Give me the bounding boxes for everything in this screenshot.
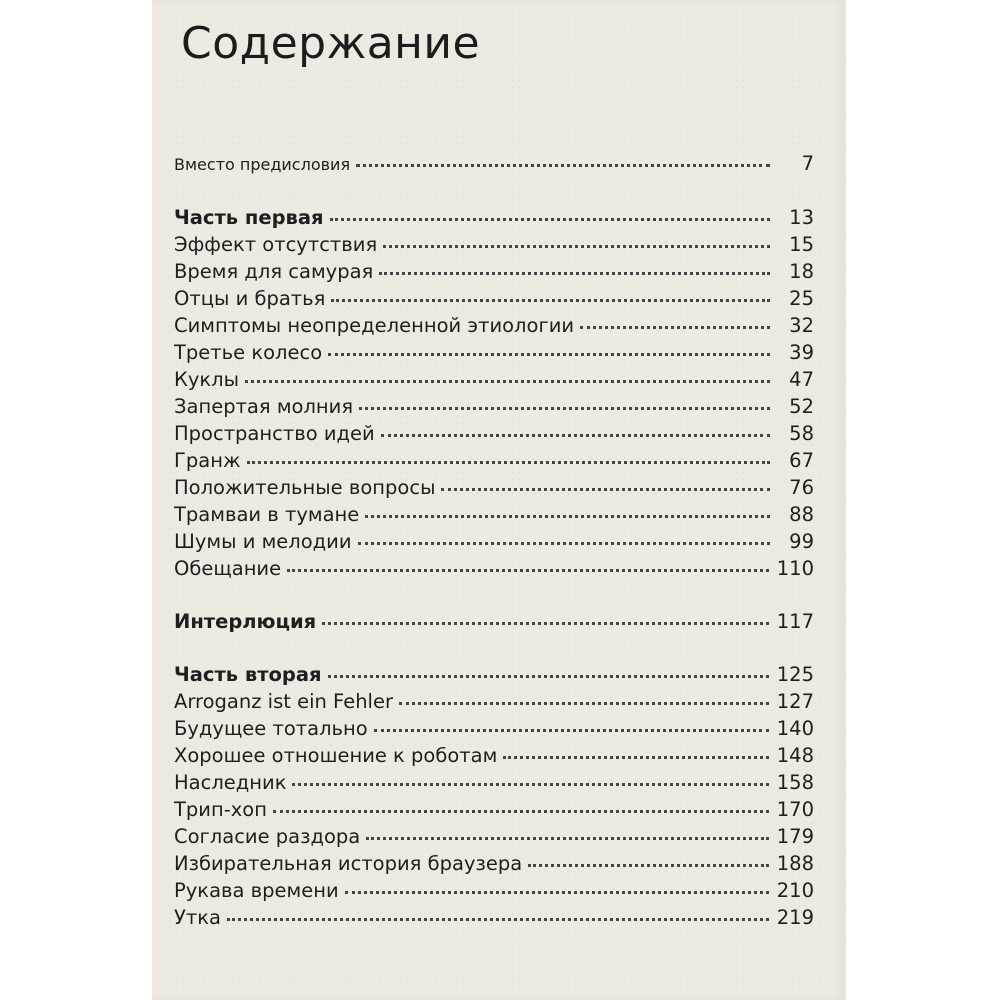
- toc-entry-label: Запертая молния: [174, 395, 354, 418]
- dot-leader: [379, 272, 770, 275]
- toc-entry-label: Пространство идей: [174, 422, 375, 445]
- toc-entry-preface: [174, 150, 814, 177]
- toc-entry: [174, 688, 814, 715]
- toc-entry-label: Избирательная история браузера: [174, 852, 523, 875]
- toc-page-number: 110: [776, 557, 814, 580]
- toc-page-number: 52: [789, 395, 814, 418]
- toc-entry-label: Положительные вопросы: [174, 476, 436, 499]
- toc-page-number: 125: [776, 663, 814, 686]
- dot-leader: [245, 380, 770, 383]
- book-page: [152, 0, 846, 1000]
- toc-entry: [174, 877, 814, 904]
- dot-leader: [381, 434, 770, 437]
- toc-entry: [174, 420, 814, 447]
- toc-page-number: 179: [776, 825, 814, 848]
- dot-leader: [227, 918, 769, 921]
- toc-entry-label: Третье колесо: [174, 341, 323, 364]
- toc-page-number: 140: [776, 717, 814, 740]
- toc-page-number: 170: [776, 798, 814, 821]
- dot-leader: [441, 488, 770, 491]
- toc-entry: [174, 285, 814, 312]
- toc-entry: [174, 366, 814, 393]
- toc-entry-label: Гранж: [174, 449, 241, 472]
- toc-page-number: 148: [776, 744, 814, 767]
- toc-section-part-two: [174, 661, 814, 688]
- toc-page-number: 15: [789, 233, 814, 256]
- toc-entry: [174, 823, 814, 850]
- toc-entry-label: Arroganz ist ein Fehler: [174, 690, 393, 713]
- dot-leader: [322, 622, 769, 625]
- toc-section-interlude: [174, 608, 814, 635]
- toc-entry: [174, 715, 814, 742]
- toc-page-number: 39: [789, 341, 814, 364]
- toc-entry: [174, 393, 814, 420]
- toc-page-number: 127: [776, 690, 814, 713]
- toc-entry: [174, 796, 814, 823]
- toc-entry: [174, 339, 814, 366]
- toc-entry: [174, 501, 814, 528]
- toc-entry-label: Трип-хоп: [174, 798, 267, 821]
- toc-entry-label: Отцы и братья: [174, 287, 326, 310]
- dot-leader: [399, 702, 769, 705]
- toc-entry: [174, 555, 814, 582]
- toc-entry-label: Эффект отсутствия: [174, 233, 378, 256]
- toc-entry-label: Согласие раздора: [174, 825, 361, 848]
- table-of-contents: [174, 150, 814, 931]
- dot-leader: [345, 891, 769, 894]
- toc-entry-label: Куклы: [174, 368, 240, 391]
- toc-entry-label: Симптомы неопределенной этиологии: [174, 314, 575, 337]
- toc-page-number: 18: [789, 260, 814, 283]
- toc-page-number: 58: [789, 422, 814, 445]
- toc-page-number: 32: [789, 314, 814, 337]
- dot-leader: [287, 569, 769, 572]
- toc-section-label: Интерлюция: [174, 610, 317, 633]
- toc-section-part-one: [174, 204, 814, 231]
- toc-entry-label: Трамваи в тумане: [174, 503, 360, 526]
- toc-section-label: Часть вторая: [174, 663, 322, 686]
- toc-entry: [174, 474, 814, 501]
- dot-leader: [292, 783, 768, 786]
- toc-entry: [174, 258, 814, 285]
- dot-leader: [503, 756, 768, 759]
- toc-page-number: 117: [776, 610, 814, 633]
- toc-page-number: 7: [801, 152, 814, 175]
- toc-page-number: 47: [789, 368, 814, 391]
- dot-leader: [374, 729, 769, 732]
- dot-leader: [383, 245, 770, 248]
- dot-leader: [358, 542, 771, 545]
- toc-entry-label: Рукава времени: [174, 879, 339, 902]
- dot-leader: [366, 837, 769, 840]
- dot-leader: [365, 515, 770, 518]
- toc-entry-label: Время для самурая: [174, 260, 374, 283]
- toc-entry: [174, 769, 814, 796]
- toc-entry: [174, 904, 814, 931]
- dot-leader: [356, 164, 770, 167]
- toc-entry-label: Обещание: [174, 557, 282, 580]
- toc-page-number: 76: [789, 476, 814, 499]
- toc-page-number: 88: [789, 503, 814, 526]
- toc-entry-label: Утка: [174, 906, 221, 929]
- dot-leader: [273, 810, 769, 813]
- toc-page-number: 99: [789, 530, 814, 553]
- toc-entry-label: Шумы и мелодии: [174, 530, 352, 553]
- toc-entry: [174, 447, 814, 474]
- toc-entry-label: Вместо предисловия: [174, 155, 351, 174]
- toc-page-number: 210: [776, 879, 814, 902]
- dot-leader: [330, 218, 770, 221]
- dot-leader: [328, 353, 770, 356]
- toc-entry-label: Будущее тотально: [174, 717, 368, 740]
- toc-page-number: 67: [789, 449, 814, 472]
- toc-page-number: 158: [776, 771, 814, 794]
- toc-page-number: 188: [776, 852, 814, 875]
- toc-entry: [174, 742, 814, 769]
- dot-leader: [359, 407, 770, 410]
- dot-leader: [331, 299, 770, 302]
- dot-leader: [580, 326, 770, 329]
- toc-page-number: 13: [789, 206, 814, 229]
- dot-leader: [328, 675, 769, 678]
- toc-entry: [174, 850, 814, 877]
- toc-entry: [174, 528, 814, 555]
- page-title: Содержание: [181, 18, 481, 69]
- toc-section-label: Часть первая: [174, 206, 324, 229]
- toc-entry-label: Хорошее отношение к роботам: [174, 744, 498, 767]
- dot-leader: [247, 461, 770, 464]
- toc-entry-label: Наследник: [174, 771, 287, 794]
- toc-page-number: 219: [776, 906, 814, 929]
- toc-entry: [174, 231, 814, 258]
- toc-page-number: 25: [789, 287, 814, 310]
- toc-entry: [174, 312, 814, 339]
- dot-leader: [528, 864, 769, 867]
